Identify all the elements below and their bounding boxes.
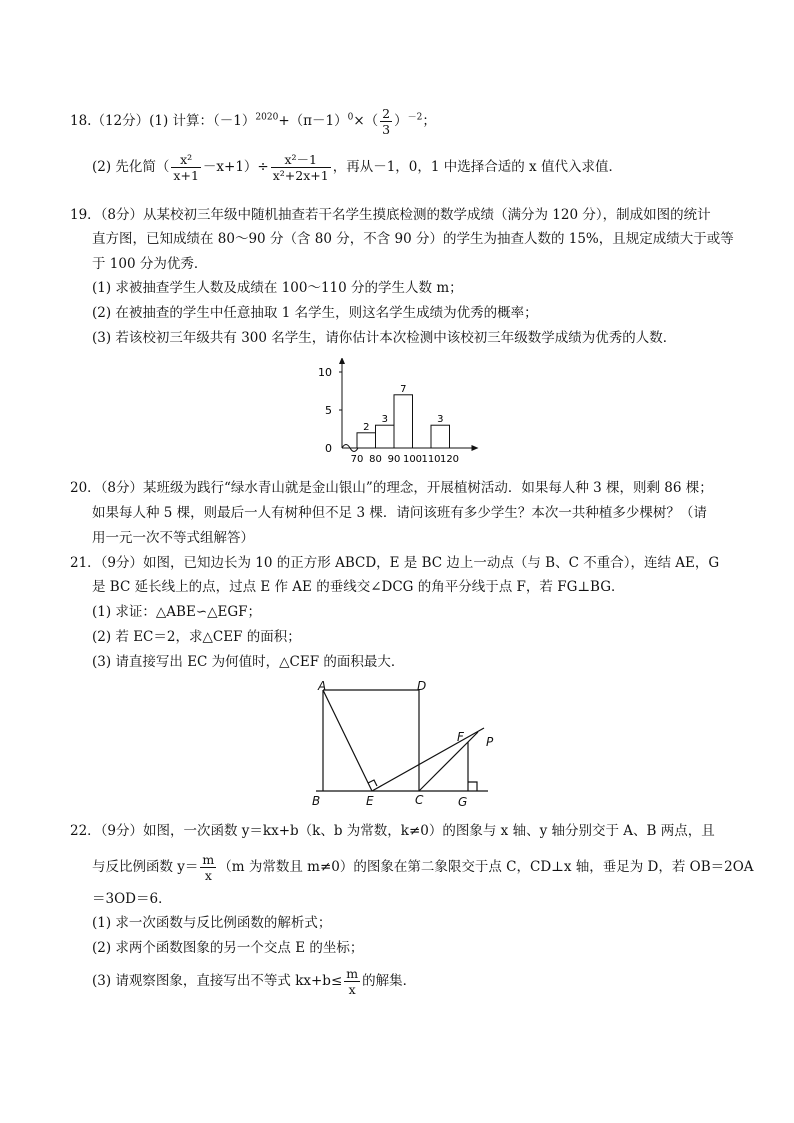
histogram-bar <box>376 425 395 448</box>
label-g: G <box>458 795 468 809</box>
label-c: C <box>415 793 424 807</box>
label-e: E <box>366 794 374 808</box>
y-tick-label: 5 <box>325 404 332 417</box>
q21-line2: 是 BC 延长线上的点，过点 E 作 AE 的垂线交∠DCG 的角平分线于点 F，若 FG⊥BG． <box>92 579 625 595</box>
label-f: F <box>457 730 464 744</box>
q20-line2: 如果每人种 5 棵，则最后一人有树种但不足 3 棵．请问该班有多少学生？本次一共种植多少棵树？（请 <box>92 505 707 521</box>
x-axis-arrow <box>472 445 479 451</box>
exponent: 0 <box>347 112 354 123</box>
q19-sub3: (3) 若该校初三年级共有 300 名学生，请你估计本次检测中该校初三年级数学成绩为优秀的人数． <box>92 330 677 346</box>
label-b: B <box>312 794 321 808</box>
q18-part1: 18.（12分）(1) 计算：$(-1)^{2020}+(\pi-1)^0\times$（ $\frac{2}{3}$ ）$^{-2}$； <box>70 106 436 137</box>
fraction: $\frac{\text{x²}}{x+1}$ <box>173 152 199 183</box>
bar-data-label: 3 <box>437 414 444 426</box>
bar-data-label: 3 <box>381 414 388 426</box>
right-angle-mark-g <box>468 782 477 791</box>
q21-line1: 21．（9分）如图，已知边长为 10 的正方形 ABCD，E 是 BC 边上一动点（与 B、C 不重合），连结 AE，G <box>70 555 720 571</box>
geometry-figure <box>306 680 506 810</box>
bar-data-label: 7 <box>400 383 407 395</box>
q19-line3: 于 100 分为优秀． <box>92 256 208 272</box>
q19-line1: 19．（8分）从某校初三年级中随机抽查若干名学生摸底检测的数学成绩（满分为 120 分），制成如图的统计 <box>70 207 711 223</box>
x-tick-label: 70 <box>350 454 364 465</box>
histogram-bar <box>431 425 450 448</box>
x-tick-label: 110 <box>421 454 441 465</box>
fraction: $\frac{\text{x²－1}}{\text{x²+2x+1}}$ <box>272 152 329 183</box>
x-tick-label: 100 <box>402 454 423 465</box>
histogram-bar <box>394 395 413 448</box>
y-tick-label: 0 <box>325 442 332 455</box>
q21-sub3: (3) 请直接写出 EC 为何值时，△CEF 的面积最大． <box>92 654 405 670</box>
histogram-bar <box>357 433 376 448</box>
x-tick-label: 80 <box>369 454 382 465</box>
label-p: P <box>486 735 494 749</box>
q21-sub1: (1) 求证：△ABE∽△EGF； <box>92 604 262 620</box>
q20-line3: 用一元一次不等式组解答） <box>92 530 254 546</box>
label-d: D <box>417 680 427 693</box>
histogram-marks <box>318 358 479 465</box>
q22-line2: 与反比例函数 y＝ $\frac{m}{x}$ （m 为常数且 m≠0）的图象在第二象限交于点 C，CD⊥x 轴，垂足为 D，若 OB＝2OA <box>92 852 754 883</box>
q19-sub1: (1) 求被抽查学生人数及成绩在 100～110 分的学生人数 m； <box>92 280 463 296</box>
label-a: A <box>318 680 327 693</box>
y-axis-arrow <box>339 358 345 364</box>
q22-sub3: (3) 请观察图象，直接写出不等式 kx+b≤ $\frac{m}{x}$ 的解集． <box>92 966 417 997</box>
fraction: $\frac{m}{x}$ <box>202 852 215 883</box>
q21-sub2: (2) 若 EC＝2，求△CEF 的面积； <box>92 629 301 645</box>
q19-line2: 直方图，已知成绩在 80～90 分（含 80 分，不含 90 分）的学生为抽查人数的 15%，且规定成绩大于或等 <box>92 231 734 247</box>
fraction: $\frac{2}{3}$ <box>382 106 391 137</box>
fraction: $\frac{m}{x}$ <box>346 966 359 997</box>
x-tick-label: 90 <box>387 454 401 465</box>
q18-part2: (2) 先化简（ $\frac{\text{x²}}{x+1}$ －x+1）÷ $\frac{\text{x²－1}}{\text{x²+2x+1}}$ ，再从－1，0，1 中选择合适的 x 值代入求值． <box>92 152 622 183</box>
bar-data-label: 2 <box>363 421 370 433</box>
segment-ae <box>323 690 372 791</box>
x-tick-label: 120 <box>439 454 460 465</box>
q22-line3: ＝3OD＝6． <box>92 891 172 907</box>
exponent: 2020 <box>255 112 279 123</box>
exponent: －2 <box>407 112 423 123</box>
histogram-chart <box>312 358 482 468</box>
q19-sub2: (2) 在被抽查的学生中任意抽取 1 名学生，则这名学生成绩为优秀的概率； <box>92 305 538 321</box>
q20-line1: 20．（8分）某班级为践行“绿水青山就是金山银山”的理念，开展植树活动．如果每人种 3 棵，则剩 86 棵； <box>70 480 713 496</box>
y-tick-label: 10 <box>318 366 332 379</box>
q22-sub2: (2) 求两个函数图象的另一个交点 E 的坐标； <box>92 940 364 956</box>
q22-sub1: (1) 求一次函数与反比例函数的解析式； <box>92 915 332 931</box>
q22-line1: 22．（9分）如图，一次函数 y＝kx+b（k、b 为常数，k≠0）的图象与 x 轴、y 轴分别交于 A、B 两点，且 <box>70 823 715 839</box>
